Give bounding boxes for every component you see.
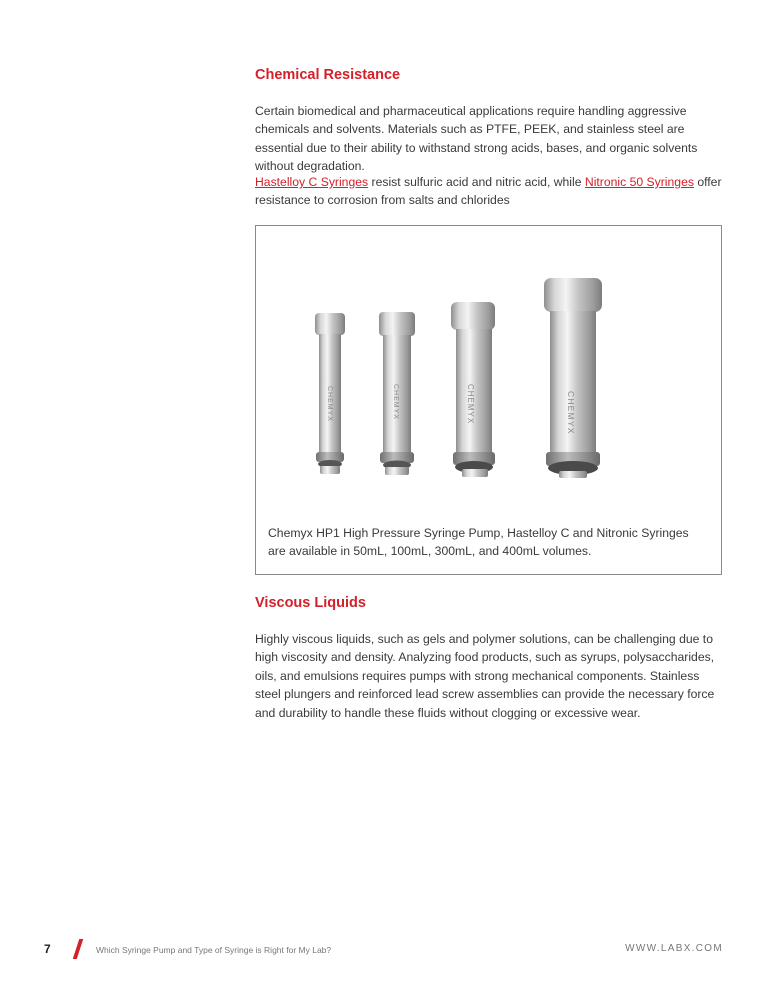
figure-caption: Chemyx HP1 High Pressure Syringe Pump, Hastelloy C and Nitronic Syringes are available in 50mL, 100mL, 300mL, and 400mL volumes. <box>268 526 689 559</box>
accent-slash <box>73 939 83 959</box>
footer-title: Which Syringe Pump and Type of Syringe is Right for My Lab? <box>96 945 332 955</box>
chemical-resistance-heading: Chemical Resistance <box>255 67 401 83</box>
para-text-2: offer resistance to corrosion from salts and chlorides <box>255 175 722 208</box>
brand-mark-2: CHEMYX <box>392 384 399 420</box>
syringes-image <box>256 226 720 526</box>
website-link[interactable]: WWW.LABX.COM <box>625 943 723 954</box>
viscous-liquids-heading: Viscous Liquids <box>255 595 366 611</box>
brand-mark-3: CHEMYX <box>466 384 475 425</box>
syringe-figure <box>255 225 722 575</box>
brand-mark-1: CHEMYX <box>326 386 333 422</box>
syringe-100ml <box>379 312 415 475</box>
syringe-300ml <box>451 302 495 477</box>
para-text-1: resist sulfuric acid and nitric acid, while <box>368 175 585 189</box>
brand-mark-4: CHEMYX <box>566 391 576 435</box>
page-number: 7 <box>44 942 51 956</box>
viscous-liquids-paragraph: Highly viscous liquids, such as gels and polymer solutions, can be challenging due to high viscosity and density. Analyzing food products, such as syrups, polysaccharides, oils, and emulsions requires pumps with strong mechanical components. Stainless steel plungers and reinforced lead screw assemblies can provide the necessary force and durability to handle these fluids without clogging or excessive wear. <box>255 632 715 720</box>
chemical-resistance-paragraph: Certain biomedical and pharmaceutical applications require handling aggressive chemicals and solvents. Materials such as PTFE, PEEK, and stainless steel are essential due to their ability to withstand strong acids, bases, and organic solvents without degradation. <box>255 104 698 174</box>
nitronic-link[interactable]: Nitronic 50 Syringes <box>584 175 694 189</box>
syringe-materials-paragraph <box>255 173 725 210</box>
syringe-400ml <box>544 278 602 478</box>
hastelloy-link[interactable]: Hastelloy C Syringes <box>255 175 369 189</box>
page-footer <box>0 938 768 962</box>
syringe-50ml <box>315 313 345 474</box>
